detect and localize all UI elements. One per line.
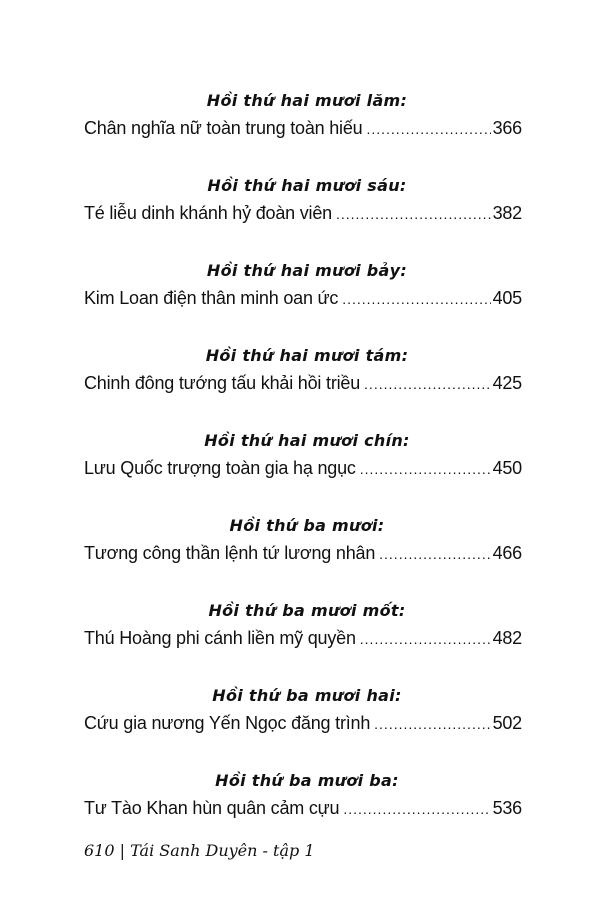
chapter-heading: Hồi thứ ba mươi hai: (212, 686, 402, 705)
toc-line (84, 114, 522, 142)
toc-entry (84, 683, 522, 768)
toc-entry (84, 258, 522, 343)
chapter-heading: Hồi thứ ba mươi mốt: (208, 601, 406, 620)
toc-line (84, 284, 522, 312)
dot-leader (360, 625, 491, 653)
toc-entry (84, 343, 522, 428)
toc-entry (84, 88, 522, 173)
page-number: 425 (492, 373, 522, 393)
chapter-heading: Hồi thứ ba mươi ba: (215, 771, 399, 790)
chapter-heading: Hồi thứ hai mươi chín: (204, 431, 410, 450)
page-number: 405 (492, 288, 522, 308)
dot-leader (360, 455, 491, 483)
page-number: 466 (492, 543, 522, 563)
toc-line (84, 454, 522, 482)
dot-leader (336, 200, 491, 228)
toc-line (84, 369, 522, 397)
chapter-title: Thú Hoàng phi cánh liền mỹ quyền (84, 628, 356, 648)
dot-leader (364, 370, 491, 398)
toc-line (84, 794, 522, 822)
toc-line (84, 539, 522, 567)
toc-entry (84, 598, 522, 683)
toc-line (84, 199, 522, 227)
toc-line (84, 624, 522, 652)
chapter-title: Cứu gia nương Yến Ngọc đăng trình (84, 713, 371, 733)
footer-page-number: 610 (84, 841, 115, 860)
chapter-title: Tương công thần lệnh tứ lương nhân (84, 543, 376, 563)
toc-line (84, 709, 522, 737)
page-number: 482 (492, 628, 522, 648)
dot-leader (343, 795, 490, 823)
toc-entry (84, 513, 522, 598)
dot-leader (379, 540, 490, 568)
page-number: 536 (492, 798, 522, 818)
chapter-title: Chân nghĩa nữ toàn trung toàn hiếu (84, 118, 363, 138)
toc-entry (84, 428, 522, 513)
dot-leader (342, 285, 490, 313)
table-of-contents (84, 88, 522, 853)
page-number: 382 (492, 203, 522, 223)
chapter-heading: Hồi thứ hai mươi lăm: (206, 91, 408, 110)
toc-entry (84, 173, 522, 258)
dot-leader (374, 710, 490, 738)
footer-book-title: Tái Sanh Duyên - tập 1 (130, 841, 315, 860)
page-number: 502 (492, 713, 522, 733)
chapter-title: Chinh đông tướng tấu khải hồi triều (84, 373, 361, 393)
dot-leader (366, 115, 490, 143)
chapter-heading: Hồi thứ hai mươi sáu: (207, 176, 407, 195)
page-footer (84, 840, 315, 862)
footer-separator: | (119, 841, 126, 860)
chapter-heading: Hồi thứ hai mươi tám: (205, 346, 409, 365)
chapter-title: Kim Loan điện thân minh oan ức (84, 288, 339, 308)
chapter-title: Tư Tào Khan hùn quân cảm cựu (84, 798, 340, 818)
chapter-title: Lưu Quốc trượng toàn gia hạ ngục (84, 458, 356, 478)
page-number: 450 (492, 458, 522, 478)
chapter-title: Té liễu dinh khánh hỷ đoàn viên (84, 203, 332, 223)
chapter-heading: Hồi thứ hai mươi bảy: (206, 261, 408, 280)
page-number: 366 (492, 118, 522, 138)
chapter-heading: Hồi thứ ba mươi: (229, 516, 385, 535)
